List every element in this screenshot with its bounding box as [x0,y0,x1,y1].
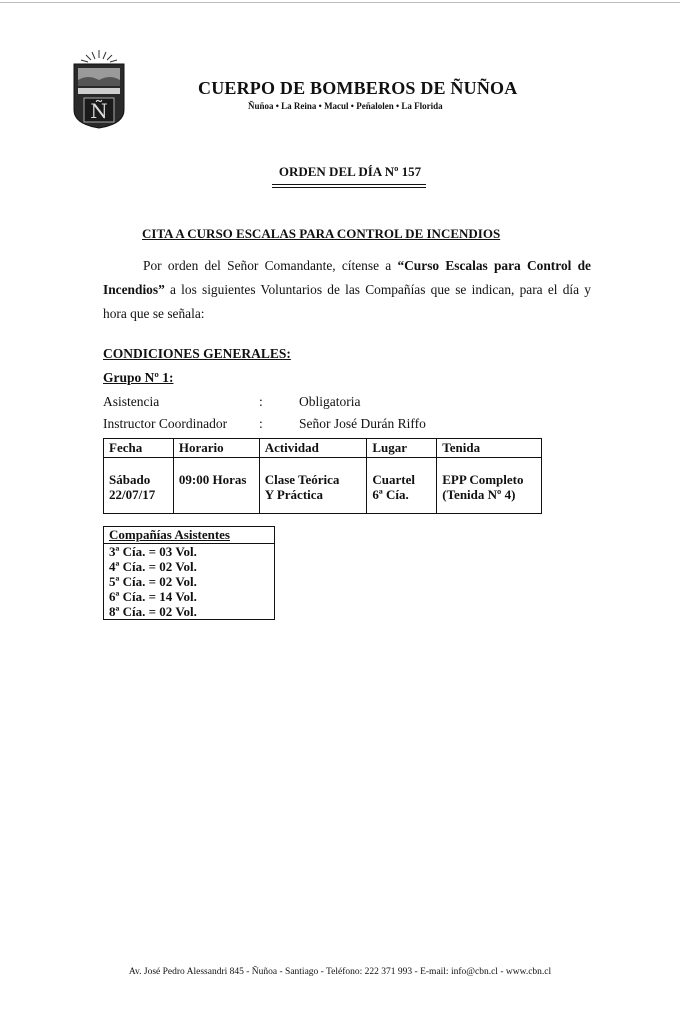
intro-text-start: Por orden del Señor Comandante, cítense a [143,258,398,273]
schedule-row [104,458,542,514]
group-title: Grupo Nº 1: [103,370,174,385]
conditions-title: CONDICIONES GENERALES: [103,346,291,361]
lugar-line-2: 6ª Cía. [372,487,409,502]
header-lugar: Lugar [367,439,437,458]
condition-label: Asistencia [103,394,160,409]
cell-actividad [259,458,367,514]
order-title-rule [272,187,426,188]
condition-label: Instructor Coordinador [103,416,228,431]
company-item: 3ª Cía. = 03 Vol. [104,544,275,560]
header-fecha: Fecha [104,439,174,458]
companies-header: Compañías Asistentes [104,527,275,544]
actividad-line-1: Clase Teórica [264,472,340,487]
fecha-day: Sábado [109,472,151,487]
communes-subtitle: Ñuñoa • La Reina • Macul • Peñalolen • La Florida [248,101,443,111]
organization-name: CUERPO DE BOMBEROS DE ÑUÑOA [198,78,518,98]
tenida-line-2: (Tenida Nº 4) [442,487,516,502]
fecha-date: 22/07/17 [109,487,156,502]
scan-edge-line [0,2,680,3]
cell-tenida [437,458,542,514]
intro-paragraph [103,254,591,326]
svg-text:Ñ: Ñ [90,99,108,123]
companies-header-row [104,527,275,544]
actividad-line-2: Y Práctica [264,487,324,502]
cell-fecha [104,458,174,514]
condition-separator: : [259,394,263,409]
cell-horario: 09:00 Horas [173,458,259,514]
order-title: ORDEN DEL DÍA Nº 157 [278,164,422,179]
condition-separator: : [259,416,263,431]
course-title: CITA A CURSO ESCALAS PARA CONTROL DE INCENDIOS [142,226,501,241]
schedule-header-row [104,439,542,458]
course-name: “Curso Escalas para Control de Incendios” [103,258,591,297]
company-row [104,589,275,604]
company-row [104,574,275,589]
company-item: 4ª Cía. = 02 Vol. [104,559,275,574]
header-actividad: Actividad [259,439,367,458]
lugar-line-1: Cuartel [372,472,415,487]
fire-department-crest-icon [70,48,128,130]
condition-value: Señor José Durán Riffo [299,416,426,431]
company-item: 8ª Cía. = 02 Vol. [104,604,275,620]
header-horario: Horario [173,439,259,458]
companies-table [103,526,275,620]
company-row [104,604,275,620]
footer-address: Av. José Pedro Alessandri 845 - Ñuñoa - Santiago - Teléfono: 222 371 993 - E-mail: info@cbn.cl - www.cbn.cl [128,967,552,977]
schedule-table [103,438,542,514]
company-item: 6ª Cía. = 14 Vol. [104,589,275,604]
header-tenida: Tenida [437,439,542,458]
tenida-line-1: EPP Completo [442,472,524,487]
order-title-rule [272,184,426,185]
cell-lugar [367,458,437,514]
company-row [104,559,275,574]
company-item: 5ª Cía. = 02 Vol. [104,574,275,589]
condition-value: Obligatoria [299,394,361,409]
intro-text-end: a los siguientes Voluntarios de las Compañías que se indican, para el día y hora que se señala: [103,282,591,321]
company-row [104,544,275,560]
